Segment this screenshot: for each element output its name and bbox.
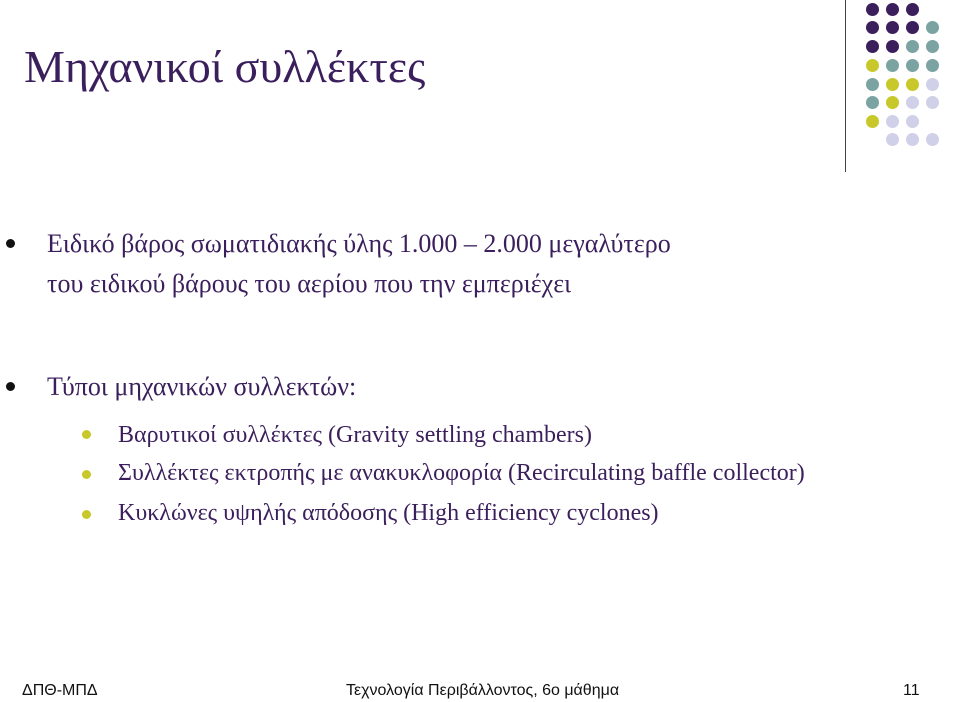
bullet-marker bbox=[6, 239, 15, 248]
dot bbox=[906, 21, 919, 34]
sub-bullet-marker bbox=[82, 510, 91, 519]
decorative-dot-grid bbox=[866, 0, 946, 150]
footer-center: Τεχνολογία Περιβάλλοντος, 6ο μάθημα bbox=[346, 682, 620, 699]
page-number: 11 bbox=[903, 682, 920, 699]
bullet-line: του ειδικού βάρους του αερίου που την εμπεριέχει bbox=[47, 269, 572, 298]
dot bbox=[926, 78, 939, 91]
dot bbox=[906, 133, 919, 146]
dot bbox=[886, 96, 899, 109]
sub-bullet-marker bbox=[82, 470, 91, 479]
bullet-marker bbox=[6, 382, 15, 391]
sub-bullet-marker bbox=[82, 430, 91, 439]
dot bbox=[926, 40, 939, 53]
bullet-text: Τύποι μηχανικών συλλεκτών: bbox=[47, 372, 357, 401]
slide-title: Μηχανικοί συλλέκτες bbox=[24, 41, 426, 92]
dot bbox=[926, 133, 939, 146]
dot bbox=[926, 21, 939, 34]
bullet-text bbox=[47, 224, 907, 304]
dot bbox=[906, 59, 919, 72]
dot bbox=[886, 59, 899, 72]
dot bbox=[866, 3, 879, 16]
dot bbox=[866, 96, 879, 109]
dot bbox=[926, 96, 939, 109]
dot bbox=[866, 40, 879, 53]
dot bbox=[866, 78, 879, 91]
dot bbox=[906, 96, 919, 109]
bullet-line: Ειδικό βάρος σωματιδιακής ύλης 1.000 – 2.000 μεγαλύτερο bbox=[47, 229, 671, 258]
dot bbox=[886, 21, 899, 34]
sub-bullet-text: Κυκλώνες υψηλής απόδοσης (High efficiency cyclones) bbox=[118, 500, 659, 526]
dot bbox=[886, 3, 899, 16]
dot bbox=[866, 21, 879, 34]
dot bbox=[886, 115, 899, 128]
dot bbox=[906, 78, 919, 91]
footer-left: ΔΠΘ-ΜΠΔ bbox=[22, 682, 98, 699]
sub-bullet-text: Βαρυτικοί συλλέκτες (Gravity settling chambers) bbox=[118, 422, 592, 448]
dot bbox=[906, 115, 919, 128]
sub-bullet-text: Συλλέκτες εκτροπής με ανακυκλοφορία (Recirculating baffle collector) bbox=[118, 460, 805, 486]
dot bbox=[886, 78, 899, 91]
dot bbox=[886, 133, 899, 146]
dot bbox=[866, 115, 879, 128]
dot bbox=[926, 59, 939, 72]
dot bbox=[866, 59, 879, 72]
decorative-divider bbox=[845, 0, 846, 172]
dot bbox=[906, 3, 919, 16]
dot bbox=[886, 40, 899, 53]
dot bbox=[906, 40, 919, 53]
